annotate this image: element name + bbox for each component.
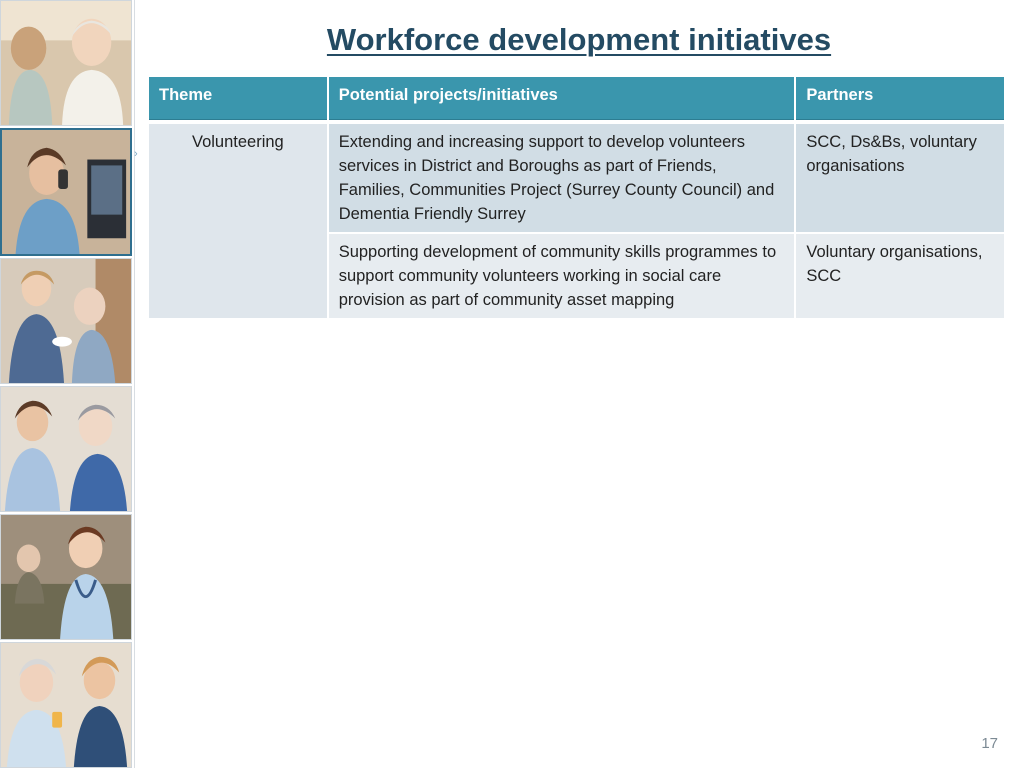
partners-cell: SCC, Ds&Bs, voluntary organisations: [796, 124, 1004, 234]
header-theme: Theme: [149, 77, 329, 120]
header-initiatives: Potential projects/initiatives: [329, 77, 797, 120]
theme-cell: Volunteering: [149, 124, 329, 320]
partners-cell: Voluntary organisations, SCC: [796, 234, 1004, 320]
strip-arrow-icon: ›: [134, 148, 138, 160]
slide-title: [134, 22, 1024, 58]
initiative-cell: Extending and increasing support to develop volunteers services in District and Boroughs as part of Friends, Families, Communities Project (Surrey County Council) and Dementia Friendly Surrey: [329, 124, 797, 234]
table-header-row: [149, 77, 1004, 120]
slide-title-text: Workforce development initiatives: [326, 22, 832, 57]
table-row: [149, 124, 1004, 234]
photo-carer-sharing-drink: [0, 642, 132, 768]
photo-nurse-in-lounge: [0, 514, 132, 640]
photo-carer-and-elderly-woman: [0, 0, 132, 126]
photo-carer-with-elderly-lady: [0, 386, 132, 512]
photo-strip: [0, 0, 135, 768]
page-number: 17: [981, 735, 998, 752]
initiative-cell: Supporting development of community skills programmes to support community volunteers working in social care provision as part of community asset mapping: [329, 234, 797, 320]
photo-nurse-on-phone: [0, 128, 132, 256]
photo-carer-serving-food: [0, 258, 132, 384]
initiatives-table: [149, 77, 1004, 320]
header-partners: Partners: [796, 77, 1004, 120]
